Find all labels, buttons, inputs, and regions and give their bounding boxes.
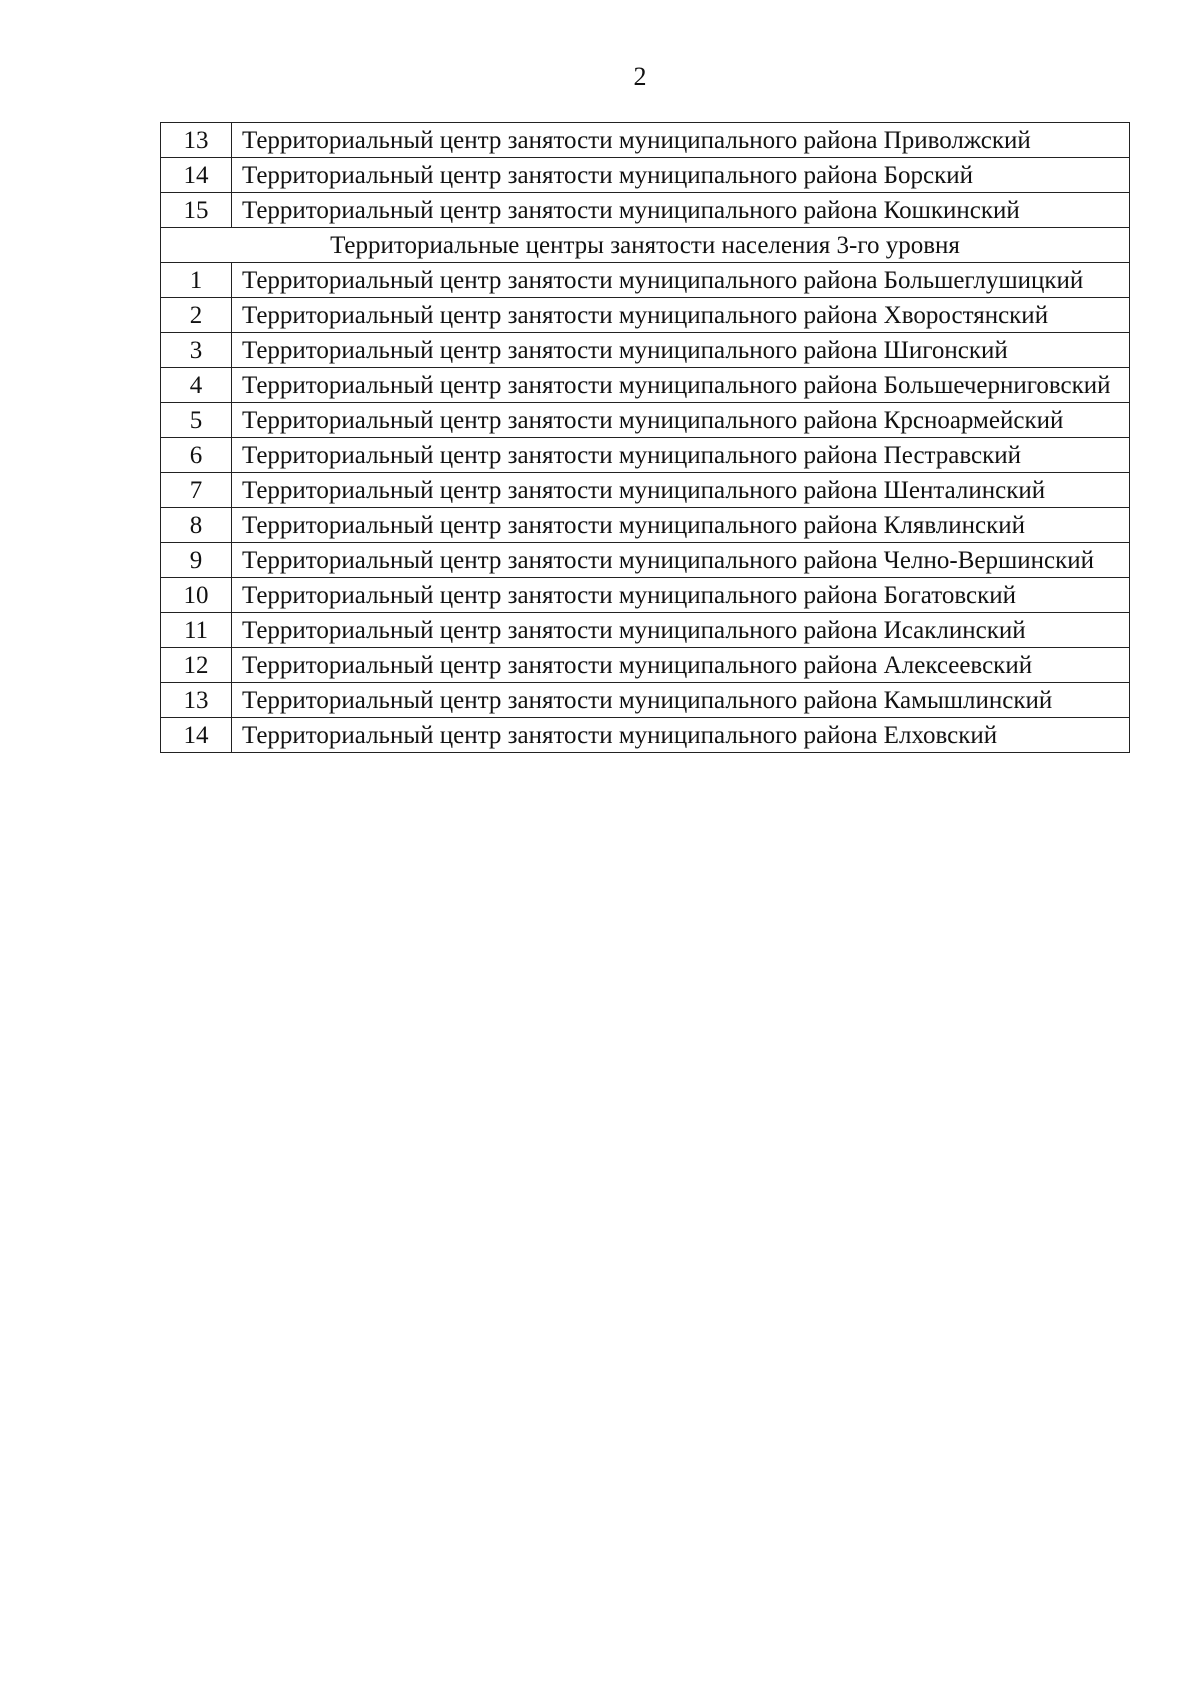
table-row — [161, 578, 1130, 613]
row-center-name: Территориальный центр занятости муниципального района Богатовский — [232, 578, 1130, 613]
row-center-name: Территориальный центр занятости муниципального района Шенталинский — [232, 473, 1130, 508]
table-body — [161, 123, 1130, 753]
row-number: 3 — [161, 333, 232, 368]
row-center-name: Территориальный центр занятости муниципального района Алексеевский — [232, 648, 1130, 683]
row-center-name: Территориальный центр занятости муниципального района Большечерниговский — [232, 368, 1130, 403]
row-number: 7 — [161, 473, 232, 508]
row-center-name: Территориальный центр занятости муниципального района Камышлинский — [232, 683, 1130, 718]
table-row — [161, 123, 1130, 158]
table-row — [161, 403, 1130, 438]
row-center-name: Территориальный центр занятости муниципального района Елховский — [232, 718, 1130, 753]
table-row — [161, 718, 1130, 753]
row-number: 11 — [161, 613, 232, 648]
row-center-name: Территориальный центр занятости муниципального района Большеглушицкий — [232, 263, 1130, 298]
table-row — [161, 683, 1130, 718]
row-center-name: Территориальный центр занятости муниципального района Приволжский — [232, 123, 1130, 158]
row-number: 4 — [161, 368, 232, 403]
table-row — [161, 543, 1130, 578]
table-row — [161, 263, 1130, 298]
row-center-name: Территориальный центр занятости муниципального района Челно-Вершинский — [232, 543, 1130, 578]
row-number: 13 — [161, 683, 232, 718]
row-center-name: Территориальный центр занятости муниципального района Пестравский — [232, 438, 1130, 473]
table-row — [161, 368, 1130, 403]
row-number: 10 — [161, 578, 232, 613]
row-number: 2 — [161, 298, 232, 333]
page-number: 2 — [633, 62, 647, 91]
row-center-name: Территориальный центр занятости муниципального района Шигонский — [232, 333, 1130, 368]
table-row — [161, 158, 1130, 193]
row-center-name: Территориальный центр занятости муниципального района Борский — [232, 158, 1130, 193]
row-center-name: Территориальный центр занятости муниципального района Крсноармейский — [232, 403, 1130, 438]
row-center-name: Территориальный центр занятости муниципального района Кошкинский — [232, 193, 1130, 228]
table-row — [161, 333, 1130, 368]
row-number: 5 — [161, 403, 232, 438]
table-row — [161, 508, 1130, 543]
row-number: 9 — [161, 543, 232, 578]
employment-centers-table — [160, 122, 1130, 753]
table-row — [161, 438, 1130, 473]
section-heading-row — [161, 228, 1130, 263]
table-row — [161, 298, 1130, 333]
section-heading: Территориальные центры занятости населения 3-го уровня — [161, 228, 1130, 263]
row-number: 12 — [161, 648, 232, 683]
row-number: 8 — [161, 508, 232, 543]
row-center-name: Территориальный центр занятости муниципального района Клявлинский — [232, 508, 1130, 543]
table-row — [161, 613, 1130, 648]
row-number: 1 — [161, 263, 232, 298]
table-row — [161, 193, 1130, 228]
table-row — [161, 648, 1130, 683]
row-center-name: Территориальный центр занятости муниципального района Хворостянский — [232, 298, 1130, 333]
row-number: 13 — [161, 123, 232, 158]
row-number: 14 — [161, 718, 232, 753]
row-number: 14 — [161, 158, 232, 193]
table-row — [161, 473, 1130, 508]
row-number: 15 — [161, 193, 232, 228]
row-number: 6 — [161, 438, 232, 473]
row-center-name: Территориальный центр занятости муниципального района Исаклинский — [232, 613, 1130, 648]
